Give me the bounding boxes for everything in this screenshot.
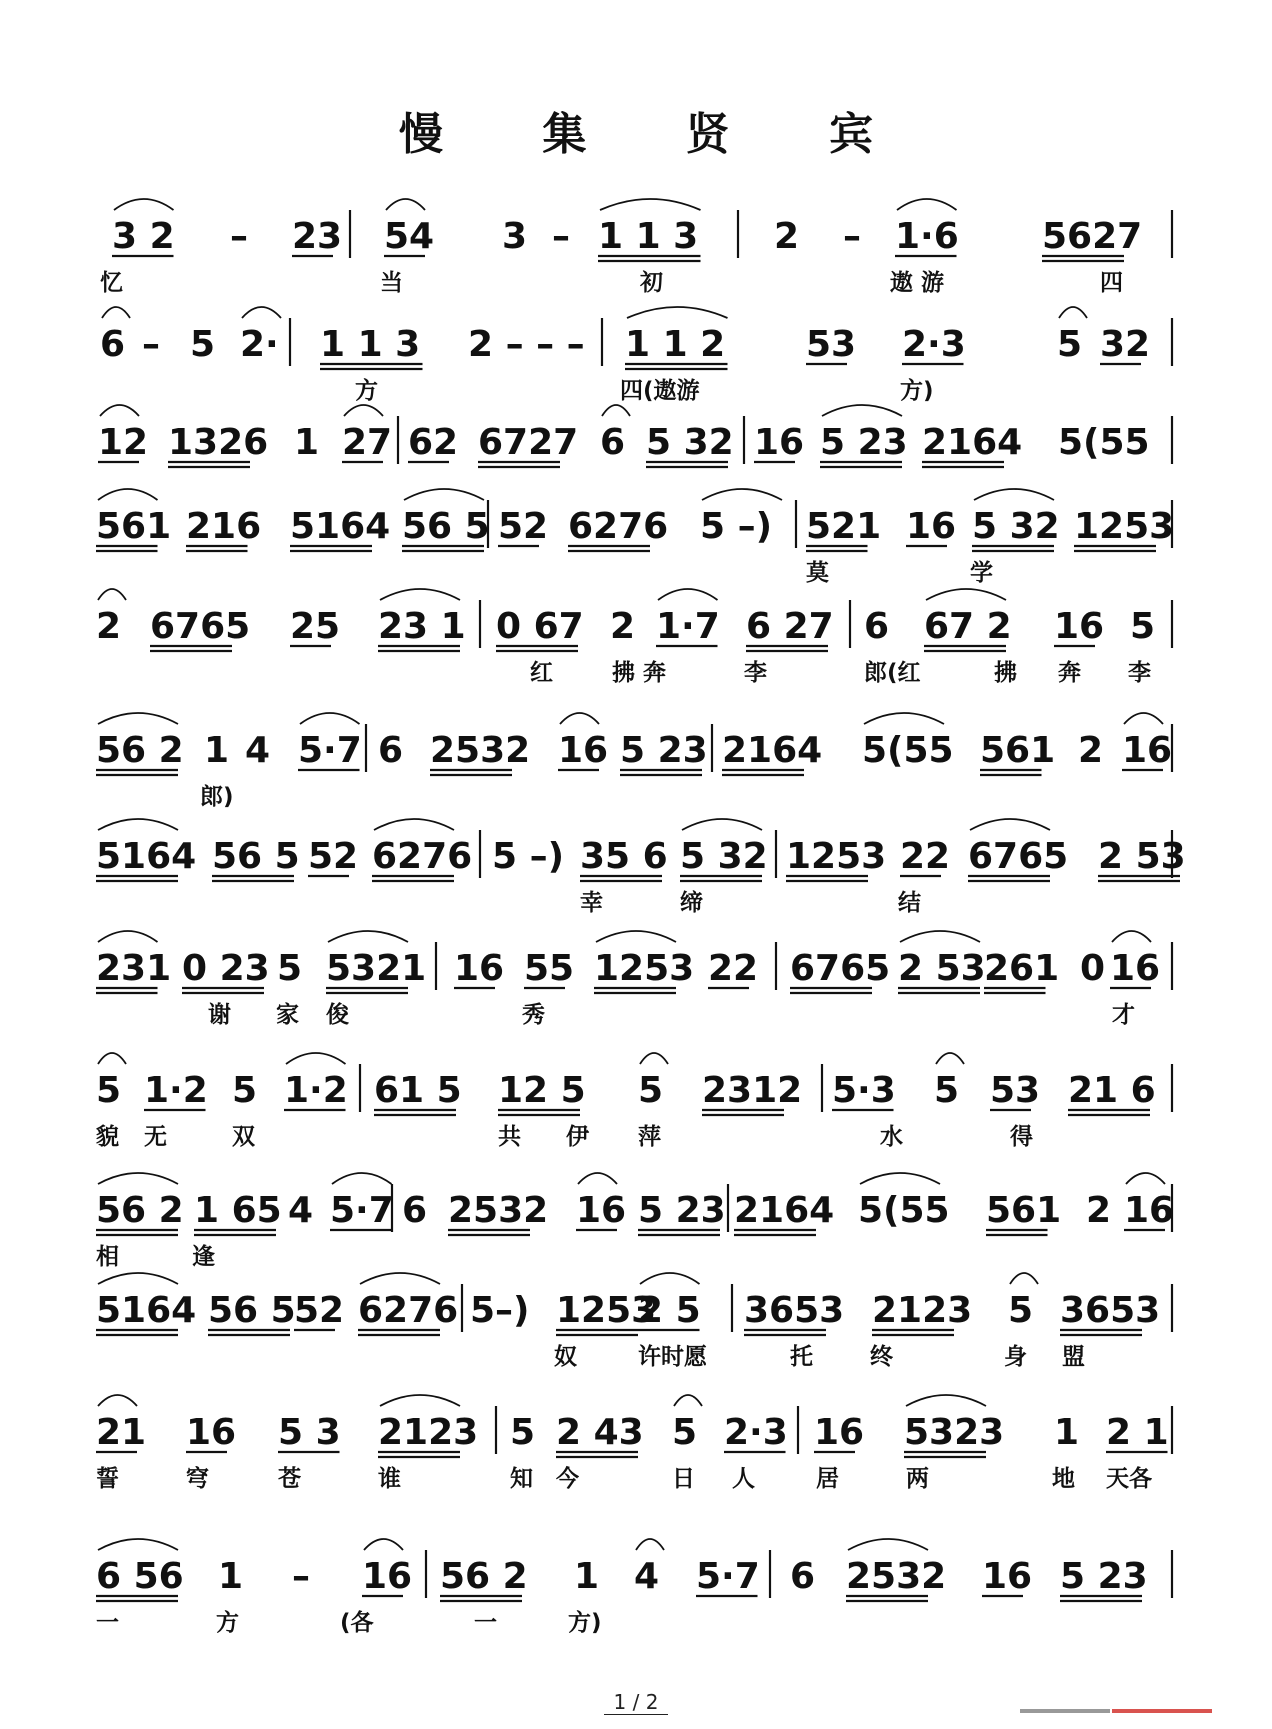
- lyric: 萍: [638, 1124, 661, 1150]
- note-group: 56 2: [96, 1190, 184, 1231]
- note-group: 0: [1080, 948, 1106, 989]
- note-group: 16: [1124, 1190, 1175, 1231]
- note-group: 1 1 3: [598, 216, 699, 257]
- score-row: [96, 931, 1172, 1028]
- lyric: 方: [355, 378, 378, 404]
- lyric: 拂: [994, 660, 1017, 686]
- lyric: 知: [510, 1466, 533, 1492]
- note-group: 6: [100, 324, 126, 365]
- lyric: 天各: [1106, 1466, 1152, 1492]
- note-group: 2312: [702, 1070, 803, 1111]
- lyric: 缔: [680, 890, 703, 916]
- note-group: 2164: [922, 422, 1023, 463]
- lyric: 郎(红: [864, 660, 921, 686]
- slur-mark: [380, 1395, 460, 1406]
- note-group: –: [142, 324, 160, 365]
- note-group: 6727: [478, 422, 579, 463]
- slur-mark: [627, 307, 728, 318]
- lyric: 初: [640, 270, 663, 296]
- slur-mark: [970, 819, 1050, 830]
- lyric: 方): [900, 378, 934, 404]
- slur-mark: [640, 1053, 668, 1064]
- note-group: 231: [96, 948, 172, 989]
- score-row: [96, 1539, 1172, 1636]
- note-group: 3653: [744, 1290, 845, 1331]
- score-row: [96, 589, 1172, 686]
- note-group: 2·3: [902, 324, 966, 365]
- score-row: [100, 307, 1172, 404]
- slur-mark: [596, 931, 676, 942]
- lyric: 李: [1128, 660, 1151, 686]
- note-group: 16: [754, 422, 805, 463]
- note-group: 1 1 3: [320, 324, 421, 365]
- lyric: 逢: [192, 1244, 215, 1270]
- lyric: 遨 游: [890, 270, 945, 296]
- note-group: 5: [96, 1070, 122, 1111]
- note-group: 16: [1110, 948, 1161, 989]
- note-group: 6276: [372, 836, 473, 877]
- slur-mark: [98, 713, 178, 724]
- note-group: 5·3: [832, 1070, 896, 1111]
- note-group: 5: [277, 948, 303, 989]
- note-group: 1253: [786, 836, 887, 877]
- note-group: 5 –): [492, 836, 565, 877]
- note-group: 1: [574, 1556, 600, 1597]
- lyric: 幸: [580, 890, 603, 916]
- note-group: 56 5: [212, 836, 300, 877]
- lyric: 水: [880, 1124, 903, 1150]
- note-group: 5627: [1042, 216, 1143, 257]
- note-group: 16: [558, 730, 609, 771]
- note-group: 16: [982, 1556, 1033, 1597]
- note-group: 5321: [326, 948, 427, 989]
- slur-mark: [98, 489, 158, 500]
- note-group: 4: [634, 1556, 660, 1597]
- note-group: 22: [708, 948, 759, 989]
- lyric: 莫: [806, 560, 829, 586]
- note-group: 1253: [1074, 506, 1175, 547]
- note-group: 6765: [968, 836, 1069, 877]
- note-group: 5 32: [972, 506, 1060, 547]
- note-group: 2: [96, 606, 122, 647]
- lyric: 貌: [96, 1124, 119, 1150]
- lyric: 家: [276, 1002, 299, 1028]
- lyric: 结: [898, 890, 921, 916]
- lyric: 苍: [278, 1466, 301, 1492]
- lyric: 地: [1052, 1466, 1075, 1492]
- note-group: 21: [96, 1412, 147, 1453]
- note-group: 5 23: [638, 1190, 726, 1231]
- note-group: 6: [378, 730, 404, 771]
- note-group: 2164: [722, 730, 823, 771]
- note-group: 52: [498, 506, 549, 547]
- note-group: 1 65: [194, 1190, 282, 1231]
- note-group: 2: [774, 216, 800, 257]
- note-group: 5 3: [278, 1412, 341, 1453]
- lyric: 红: [530, 660, 553, 686]
- note-group: 2·3: [724, 1412, 788, 1453]
- note-group: 1326: [168, 422, 269, 463]
- note-group: 1·6: [895, 216, 959, 257]
- lyric: 秀: [522, 1002, 545, 1028]
- slur-mark: [98, 1053, 126, 1064]
- lyric: (各: [340, 1610, 374, 1636]
- lyric: 相: [96, 1244, 119, 1270]
- lyric: 李: [744, 660, 767, 686]
- slur-mark: [1059, 307, 1087, 318]
- note-group: 561: [986, 1190, 1062, 1231]
- slur-mark: [974, 489, 1054, 500]
- note-group: 3: [502, 216, 528, 257]
- note-group: 2 53: [1098, 836, 1186, 877]
- lyric: 方: [216, 1610, 239, 1636]
- note-group: 56 5: [402, 506, 490, 547]
- lyric: 一: [474, 1610, 497, 1636]
- score-row: [96, 489, 1174, 586]
- score-row: [100, 199, 1172, 296]
- slur-mark: [98, 1395, 137, 1406]
- note-group: 53: [806, 324, 857, 365]
- note-group: 4: [245, 730, 271, 771]
- slur-mark: [98, 589, 126, 600]
- slur-mark: [328, 931, 408, 942]
- note-group: 2 5: [638, 1290, 701, 1331]
- note-group: 6: [864, 606, 890, 647]
- note-group: 6: [600, 422, 626, 463]
- note-group: –: [552, 216, 570, 257]
- slur-mark: [906, 1395, 986, 1406]
- slur-mark: [1126, 1173, 1165, 1184]
- lyric: 得: [1010, 1124, 1033, 1150]
- slur-mark: [560, 713, 599, 724]
- note-group: 6276: [568, 506, 669, 547]
- slur-mark: [702, 489, 782, 500]
- note-group: 6: [402, 1190, 428, 1231]
- slur-mark: [100, 405, 139, 416]
- note-group: –: [230, 216, 248, 257]
- slur-mark: [374, 819, 454, 830]
- lyric: 奴: [554, 1344, 577, 1370]
- note-group: 5: [190, 324, 216, 365]
- page-number-text: 1 / 2: [604, 1690, 669, 1715]
- note-group: 5164: [290, 506, 391, 547]
- note-group: 56 2: [440, 1556, 528, 1597]
- slur-mark: [344, 405, 383, 416]
- note-group: 6: [790, 1556, 816, 1597]
- slur-mark: [114, 199, 174, 210]
- note-group: 5: [1130, 606, 1156, 647]
- slur-mark: [360, 1273, 440, 1284]
- slur-mark: [102, 307, 130, 318]
- note-group: 6276: [358, 1290, 459, 1331]
- note-group: –: [843, 216, 861, 257]
- slur-mark: [242, 307, 281, 318]
- note-group: 5164: [96, 1290, 197, 1331]
- lyric: 许时愿: [638, 1344, 707, 1370]
- note-group: 23 1: [378, 606, 466, 647]
- score-row: [96, 1395, 1172, 1492]
- note-group: 561: [980, 730, 1056, 771]
- note-group: 6765: [150, 606, 251, 647]
- slur-mark: [578, 1173, 617, 1184]
- note-group: 25: [290, 606, 341, 647]
- note-group: 62: [408, 422, 459, 463]
- note-group: 1253: [556, 1290, 657, 1331]
- note-group: 1: [204, 730, 230, 771]
- note-group: 0 67: [496, 606, 584, 647]
- slur-mark: [936, 1053, 964, 1064]
- note-group: 0 23: [182, 948, 270, 989]
- note-group: 5·7: [696, 1556, 760, 1597]
- note-group: 54: [384, 216, 435, 257]
- lyric: 双: [232, 1124, 255, 1150]
- note-group: 52: [294, 1290, 345, 1331]
- note-group: 35 6: [580, 836, 668, 877]
- lyric: 四: [1100, 270, 1123, 296]
- slur-mark: [98, 819, 178, 830]
- note-group: 23: [292, 216, 343, 257]
- note-group: 61 5: [374, 1070, 462, 1111]
- note-group: 5 32: [680, 836, 768, 877]
- note-group: 16: [576, 1190, 627, 1231]
- score-row: [96, 819, 1186, 916]
- slur-mark: [98, 931, 158, 942]
- note-group: 1 1 2: [625, 324, 726, 365]
- lyric: 俊: [326, 1002, 349, 1028]
- lyric: 一: [96, 1610, 119, 1636]
- note-group: 261: [984, 948, 1060, 989]
- note-group: 5: [510, 1412, 536, 1453]
- note-group: 5 –): [700, 506, 773, 547]
- note-group: 21 6: [1068, 1070, 1156, 1111]
- slur-mark: [1124, 713, 1163, 724]
- note-group: 6765: [790, 948, 891, 989]
- lyric: 伊: [566, 1124, 589, 1150]
- note-group: 2164: [734, 1190, 835, 1231]
- note-group: 67 2: [924, 606, 1012, 647]
- note-group: 1: [1054, 1412, 1080, 1453]
- note-group: 16: [362, 1556, 413, 1597]
- note-group: 2 43: [556, 1412, 644, 1453]
- note-group: 16: [906, 506, 957, 547]
- note-group: 5: [672, 1412, 698, 1453]
- note-group: 56 2: [96, 730, 184, 771]
- lyric: 学: [970, 560, 993, 586]
- note-group: 52: [308, 836, 359, 877]
- note-group: 5(55: [858, 1190, 950, 1231]
- note-group: 12 5: [498, 1070, 586, 1111]
- slur-mark: [860, 1173, 940, 1184]
- note-group: 5 23: [1060, 1556, 1148, 1597]
- note-group: 5(55: [1058, 422, 1150, 463]
- slur-mark: [600, 199, 701, 210]
- score-row: [96, 1273, 1172, 1370]
- note-group: 5164: [96, 836, 197, 877]
- note-group: 6 27: [746, 606, 834, 647]
- score-row: [96, 1053, 1172, 1150]
- slur-mark: [404, 489, 484, 500]
- note-group: 5: [1008, 1290, 1034, 1331]
- watermark-bar-gray: [1020, 1709, 1110, 1713]
- note-group: 4: [288, 1190, 314, 1231]
- note-group: 2123: [378, 1412, 479, 1453]
- lyric: 居: [816, 1466, 839, 1492]
- lyric: 奔: [1058, 660, 1081, 686]
- note-group: 2: [1086, 1190, 1112, 1231]
- lyric: 终: [870, 1344, 893, 1370]
- note-group: 5(55: [862, 730, 954, 771]
- score-row: [98, 405, 1172, 467]
- slur-mark: [897, 199, 957, 210]
- lyric: 盟: [1062, 1344, 1085, 1370]
- note-group: 16: [454, 948, 505, 989]
- slur-mark: [98, 1273, 178, 1284]
- slur-mark: [364, 1539, 403, 1550]
- note-group: 6 56: [96, 1556, 184, 1597]
- note-group: 2532: [846, 1556, 947, 1597]
- note-group: 32: [1100, 324, 1151, 365]
- slur-mark: [848, 1539, 928, 1550]
- note-group: 3653: [1060, 1290, 1161, 1331]
- watermark-bar-red: [1112, 1709, 1212, 1713]
- lyric: 四(遨游: [620, 378, 700, 404]
- note-group: 5·7: [298, 730, 362, 771]
- note-group: 16: [1054, 606, 1105, 647]
- slur-mark: [636, 1539, 664, 1550]
- lyric: 誓: [96, 1466, 119, 1492]
- note-group: 216: [186, 506, 262, 547]
- note-group: 27: [342, 422, 393, 463]
- slur-mark: [286, 1053, 346, 1064]
- note-group: 53: [990, 1070, 1041, 1111]
- slur-mark: [1010, 1273, 1038, 1284]
- note-group: –: [292, 1556, 310, 1597]
- slur-mark: [640, 1273, 700, 1284]
- note-group: 16: [814, 1412, 865, 1453]
- lyric: 忆: [100, 270, 123, 296]
- note-group: 5 32: [646, 422, 734, 463]
- slur-mark: [864, 713, 944, 724]
- lyric: 方): [568, 1610, 602, 1636]
- note-group: 5323: [904, 1412, 1005, 1453]
- note-group: 22: [900, 836, 951, 877]
- note-group: 1·7: [656, 606, 720, 647]
- lyric: 日: [672, 1466, 695, 1492]
- lyric: 谢: [208, 1002, 231, 1028]
- lyric: 今: [556, 1466, 579, 1492]
- slur-mark: [682, 819, 762, 830]
- lyric: 两: [906, 1466, 929, 1492]
- score-row: [96, 713, 1172, 810]
- note-group: 2 53: [898, 948, 986, 989]
- slur-mark: [380, 589, 460, 600]
- slur-mark: [300, 713, 360, 724]
- note-group: 561: [96, 506, 172, 547]
- slur-mark: [386, 199, 425, 210]
- note-group: 521: [806, 506, 882, 547]
- note-group: 5: [638, 1070, 664, 1111]
- slur-mark: [926, 589, 1006, 600]
- note-group: 1: [218, 1556, 244, 1597]
- note-group: 12: [98, 422, 149, 463]
- lyric: 谁: [378, 1466, 401, 1492]
- note-group: 1·2: [284, 1070, 348, 1111]
- note-group: 2: [1078, 730, 1104, 771]
- note-group: 55: [524, 948, 575, 989]
- note-group: 1253: [594, 948, 695, 989]
- note-group: 56 5: [208, 1290, 296, 1331]
- note-group: 2532: [430, 730, 531, 771]
- note-group: 2 1: [1106, 1412, 1169, 1453]
- lyric: 穹: [186, 1466, 209, 1492]
- score-row: [96, 1173, 1174, 1270]
- note-group: 2532: [448, 1190, 549, 1231]
- slur-mark: [674, 1395, 702, 1406]
- slur-mark: [98, 1539, 178, 1550]
- note-group: 5–): [470, 1290, 530, 1331]
- note-group: 2: [610, 606, 636, 647]
- slur-mark: [602, 405, 630, 416]
- lyric: 当: [380, 270, 403, 296]
- slur-mark: [98, 1173, 178, 1184]
- note-group: 2 – – –: [468, 324, 585, 365]
- lyric: 人: [732, 1466, 755, 1492]
- slur-mark: [900, 931, 980, 942]
- lyric: 无: [144, 1124, 167, 1150]
- note-group: 16: [186, 1412, 237, 1453]
- note-group: 2123: [872, 1290, 973, 1331]
- note-group: 5: [934, 1070, 960, 1111]
- note-group: 16: [1122, 730, 1173, 771]
- note-group: 2·: [240, 324, 279, 365]
- page-title: 慢 集 贤 宾: [399, 109, 915, 160]
- slur-mark: [822, 405, 902, 416]
- note-group: 3 2: [112, 216, 175, 257]
- note-group: 5: [1057, 324, 1083, 365]
- note-group: 5 23: [820, 422, 908, 463]
- lyric: 才: [1112, 1002, 1135, 1028]
- slur-mark: [658, 589, 718, 600]
- note-group: 5: [232, 1070, 258, 1111]
- slur-mark: [1112, 931, 1151, 942]
- lyric: 托: [790, 1344, 813, 1370]
- lyric: 共: [498, 1124, 521, 1150]
- note-group: 1·2: [144, 1070, 208, 1111]
- lyric: 拂 奔: [612, 660, 667, 686]
- note-group: 5 23: [620, 730, 708, 771]
- lyric: 身: [1004, 1344, 1027, 1370]
- note-group: 5·7: [330, 1190, 394, 1231]
- note-group: 1: [294, 422, 320, 463]
- slur-mark: [332, 1173, 392, 1184]
- lyric: 郎): [200, 784, 234, 810]
